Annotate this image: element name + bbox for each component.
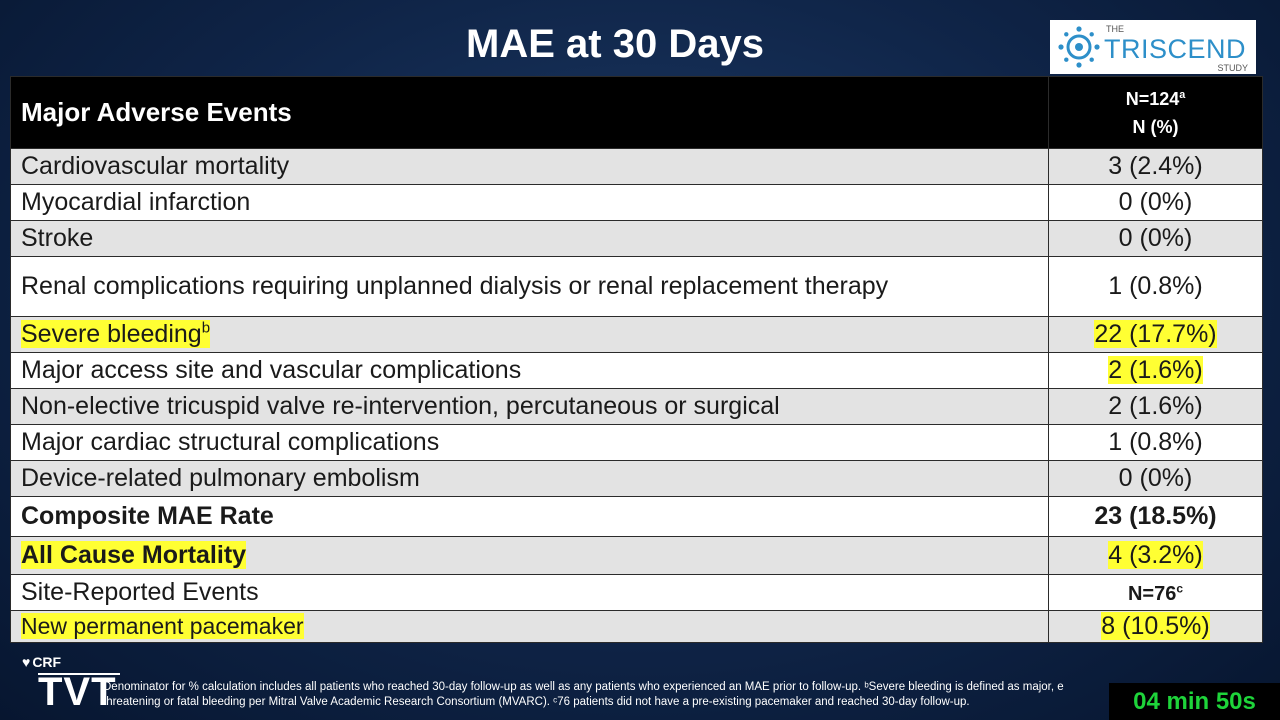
logo-wordmark: TRISCEND [1104,34,1247,64]
footnote [103,680,1113,710]
table-header-row [11,77,1263,149]
crf-logo: ♥ CRF [22,654,62,670]
row-value: 1 (0.8%) [1049,257,1263,317]
highlighted-value: 4 (3.2%) [1108,541,1203,569]
logo-study-text: STUDY [1217,63,1248,73]
header-unit: N (%) [1132,116,1179,137]
slide-title: MAE at 30 Days [466,22,764,66]
logo-the-text: THE [1106,24,1124,34]
countdown-timer: 04 min 50s [1109,683,1280,720]
table-row-mortality [11,537,1263,575]
site-reported-footnote-mark: c [1176,581,1184,596]
header-events-label: Major Adverse Events [11,77,1049,149]
table-row [11,575,1263,611]
row-label: Device-related pulmonary embolism [11,461,1049,497]
table-row-composite [11,497,1263,537]
footnote-line-2: threatening or fatal bleeding per Mitral Valve Academic Research Consortium (MVARC). ᶜ76 patients did not have a pre-existing pacemaker and reached 30-day follow-up. [103,696,970,708]
mae-table [10,76,1263,643]
table-row [11,461,1263,497]
table-row [11,317,1263,353]
row-label: Myocardial infarction [11,185,1049,221]
row-label: Stroke [11,221,1049,257]
row-value: 3 (2.4%) [1049,149,1263,185]
row-value-cell [1049,353,1263,389]
triscend-valve-icon [1056,24,1102,70]
highlighted-value: 2 (1.6%) [1108,356,1203,384]
row-label: Cardiovascular mortality [11,149,1049,185]
highlighted-label: New permanent pacemaker [21,613,304,639]
highlighted-value: 8 (10.5%) [1101,612,1210,640]
row-label-cell [11,611,1049,643]
table-row [11,185,1263,221]
footnote-line-1: Denominator for % calculation includes all patients who reached 30-day follow-up as well as any patients who experienced an MAE prior to follow-up. ᵇSevere bleeding is defined as major, e [103,681,1064,693]
crf-heart-icon: ♥ [22,654,31,670]
header-n-value: N=124 [1125,88,1180,109]
row-label-cell [11,537,1049,575]
severe-bleeding-footnote-mark: b [201,319,211,337]
row-value: 0 (0%) [1049,221,1263,257]
table-row [11,257,1263,317]
highlighted-value: 22 (17.7%) [1094,320,1217,348]
table-row [11,425,1263,461]
row-label: Non-elective tricuspid valve re-intervention, percutaneous or surgical [11,389,1049,425]
row-value: 0 (0%) [1049,185,1263,221]
tvt-logo: TVT [38,670,117,714]
row-value-cell [1049,537,1263,575]
site-reported-n: $N=76^c$ [1127,581,1184,605]
row-value: 0 (0%) [1049,461,1263,497]
row-value-cell [1049,611,1263,643]
row-value: 1 (0.8%) [1049,425,1263,461]
row-value: 23 (18.5%) [1049,497,1263,537]
highlighted-label: All Cause Mortality [21,541,247,569]
table-row [11,221,1263,257]
header-n-footnote-mark: a [1179,88,1186,101]
table-row [11,149,1263,185]
row-label: Major cardiac structural complications [11,425,1049,461]
triscend-logo [1050,20,1256,74]
header-n-cell [1049,77,1263,149]
row-value-cell [1049,575,1263,611]
row-value: 2 (1.6%) [1049,389,1263,425]
row-label: Composite MAE Rate [11,497,1049,537]
highlighted-label: Severe bleeding$^b$ [21,319,211,348]
row-label: Major access site and vascular complications [11,353,1049,389]
table-row [11,353,1263,389]
row-label: Renal complications requiring unplanned dialysis or renal replacement therapy [11,257,1049,317]
row-label-cell [11,317,1049,353]
table-row [11,611,1263,643]
table-row [11,389,1263,425]
row-label: Site-Reported Events [11,575,1049,611]
row-value-cell [1049,317,1263,353]
